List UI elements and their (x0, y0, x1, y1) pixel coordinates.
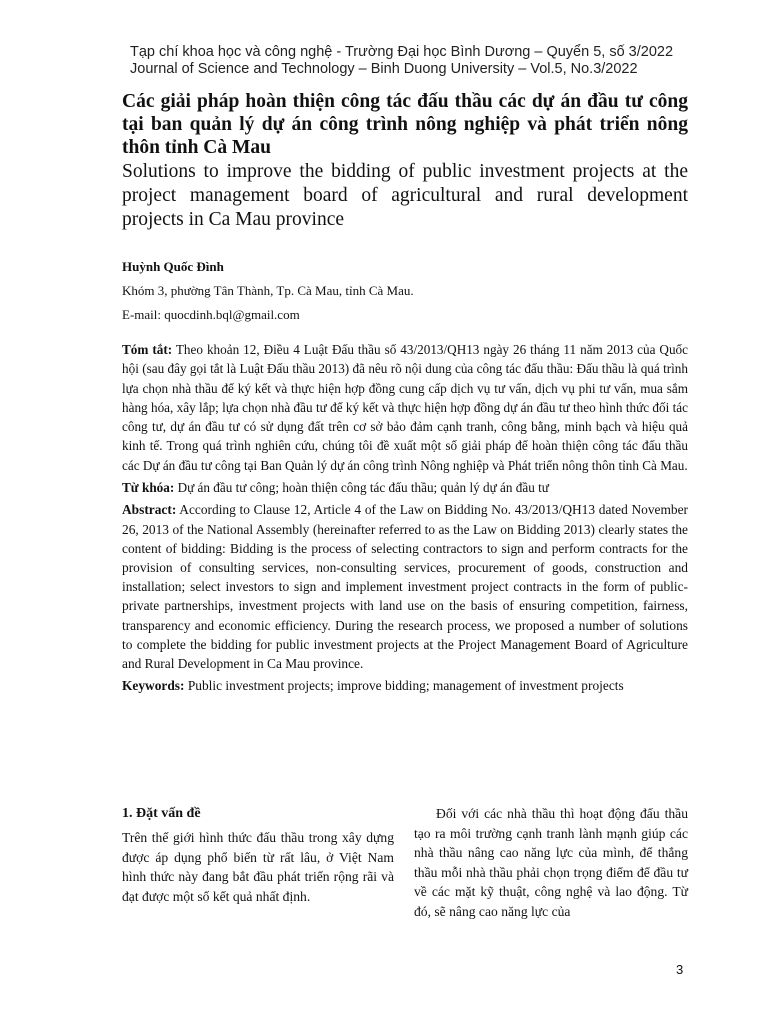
title-english: Solutions to improve the bidding of public investment projects at the project management board of agricultural and rural development projects in Ca Mau province (122, 161, 688, 230)
keywords-en-text: Public investment projects; improve bidding; management of investment projects (187, 678, 624, 694)
abstract-vi-text: Theo khoản 12, Điều 4 Luật Đấu thầu số 43/2013/QH13 ngày 26 tháng 11 năm 2013 của Quốc hội (sau đây gọi tắt là Luật Đấu thầu 2013) đã nêu rõ nội dung của công tác đấu thầu: Đấu thầu là quá trình lựa chọn nhà thầu để ký kết và thực hiện hợp đồng cung cấp dịch vụ tư vấn, dịch vụ phi tư vấn, mua sắm hàng hóa, xây lắp; lựa chọn nhà đầu tư để ký kết và thực hiện hợp đồng dự án đầu tư theo hình thức đối tác công tư, dự án đầu tư có sử dụng đất trên cơ sở bảo đảm cạnh tranh, công bằng, minh bạch và hiệu quả kinh tế. Trong quá trình nghiên cứu, chúng tôi đề xuất một số giải pháp để hoàn thiện công tác đấu thầu các Dự án đầu tư công tại Ban Quản lý dự án công trình Nông nghiệp và Phát triển nông thôn tỉnh Cà Mau. (122, 342, 688, 473)
journal-line-vi: Tạp chí khoa học và công nghệ - Trường Đại học Bình Dương – Quyển 5, số 3/2022 (130, 44, 674, 60)
abstract-section (122, 340, 688, 698)
body-column-left (122, 804, 394, 906)
author-block (122, 256, 688, 328)
keywords-en-label: Keywords: (122, 678, 185, 694)
author-email: E-mail: quocdinh.bql@gmail.com (122, 307, 300, 322)
abstract-vietnamese (122, 340, 688, 475)
page-number: 3 (676, 962, 684, 977)
abstract-vi-label: Tóm tắt: (122, 342, 173, 357)
keywords-vi-text: Dự án đầu tư công; hoàn thiện công tác đấu thầu; quản lý dự án đầu tư (177, 480, 549, 496)
keywords-vi-label: Từ khóa: (122, 480, 175, 496)
section-heading: 1. Đặt vấn đề (122, 806, 201, 821)
keywords-vietnamese (122, 478, 688, 497)
author-address: Khóm 3, phường Tân Thành, Tp. Cà Mau, tỉnh Cà Mau. (122, 283, 414, 298)
author-name: Huỳnh Quốc Đình (122, 259, 224, 274)
body-column-right (414, 804, 688, 922)
abstract-en-label: Abstract: (122, 502, 177, 518)
title-vietnamese: Các giải pháp hoàn thiện công tác đấu thầu các dự án đầu tư công tại ban quản lý dự án công trình nông nghiệp và phát triển nông thôn tỉnh Cà Mau (122, 91, 688, 158)
abstract-english (122, 500, 688, 673)
section-paragraph-left: Trên thế giới hình thức đấu thầu trong xây dựng được áp dụng phổ biến từ rất lâu, ở Việt Nam hình thức này đang bắt đầu phát triển rộng rãi và đạt được một số kết quả nhất định. (122, 830, 394, 904)
journal-header (130, 44, 730, 78)
section-paragraph-right: Đối với các nhà thầu thì hoạt động đấu thầu tạo ra môi trường cạnh tranh lành mạnh giúp các nhà thầu nâng cao năng lực của mình, để thắng thầu mỗi nhà thầu phải chọn trọng điểm để đầu tư về các mặt kỹ thuật, công nghệ và lao động. Từ đó, sẽ nâng cao năng lực của (414, 806, 688, 919)
keywords-english (122, 676, 688, 695)
abstract-en-text: According to Clause 12, Article 4 of the Law on Bidding No. 43/2013/QH13 dated November 26, 2013 of the National Assembly (hereinafter referred to as the Law on Bidding 2013) clearly states the content of bidding: Bidding is the process of selecting contractors to sign and perform contracts for the provision of consulting services, non-consulting services, procurement of goods, construction and installation; select investors to sign and implement investment project contracts in the form of public-private partnerships, investment projects with land use on the basis of ensuring competition, fairness, transparency and economic efficiency. During the research process, we proposed a number of solutions to complete the bidding for public investment projects at the Project Management Board of Agriculture and Rural Development in Ca Mau province. (122, 502, 688, 671)
journal-line-en: Journal of Science and Technology – Binh Duong University – Vol.5, No.3/2022 (130, 61, 638, 77)
